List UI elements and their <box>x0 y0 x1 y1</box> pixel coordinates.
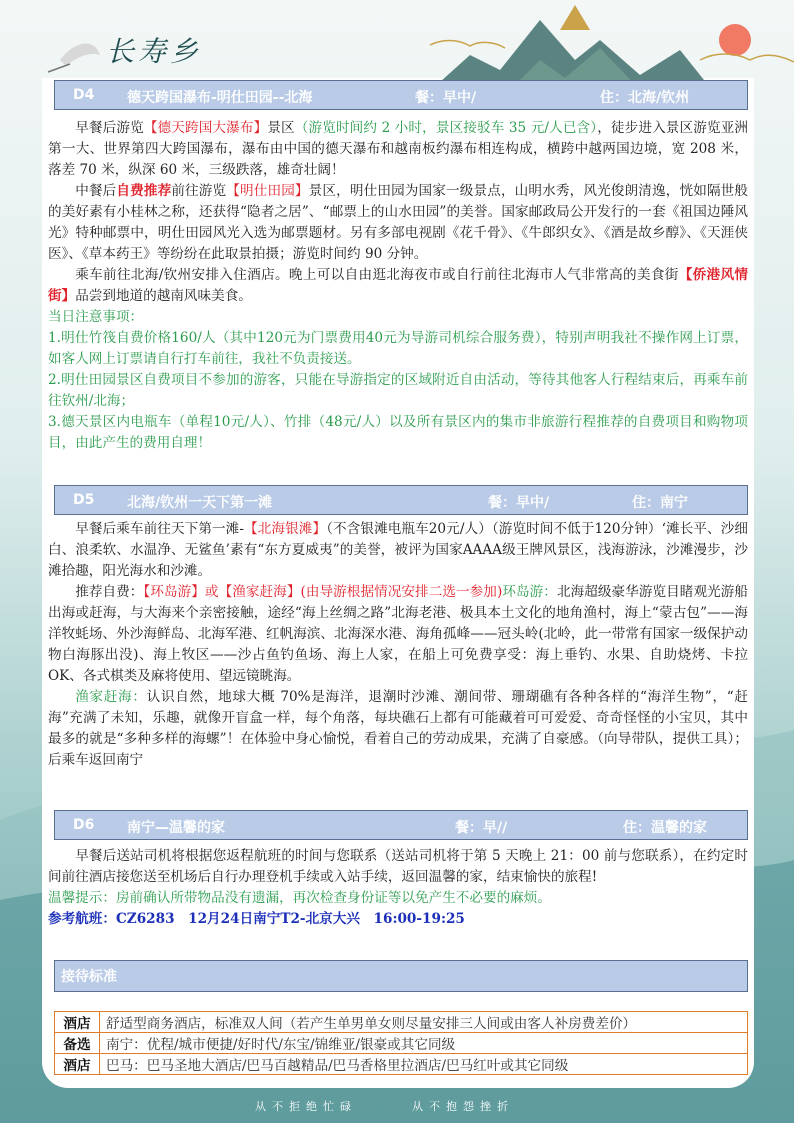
d4-paragraph-2: 中餐后自费推荐前往游览【明仕田园】景区，明仕田园为国家一级景点，山明水秀，风光俊朗清逸，恍如隔世般的美好素有小桂林之称，还获得“隐者之居”、“邮票上的山水田园”的美誉。国家邮政局公开发行的一套《祖国边陲风光》特种邮票中，明仕田园风光入选为邮票题材。另有多部电视剧《花千骨》、《牛郎织女》、《酒是故乡醇》、《天涯侠医》、《草本药王》等纷纷在此取景拍摄；游览时间约 90 分钟。 <box>48 183 749 262</box>
day-header-d6 <box>54 810 748 840</box>
d6-tip: 温馨提示：房前确认所带物品没有遗漏，再次检查身份证等以免产生不必要的麻烦。 <box>48 890 551 906</box>
footer-slogan-left: 从不拒绝忙碌 <box>255 1100 357 1113</box>
d5-content <box>48 519 748 771</box>
d6-paragraph-1: 早餐后送站司机将根据您返程航班的时间与您联系（送站司机将于第 5 天晚上 21：00 前与您联系），在约定时间前往酒店接您送至机场后自行办理登机手续或入站手续，返回温馨的家，结束愉快的旅程! <box>48 848 748 885</box>
day-title: 德天跨国瀑布-明仕田园--北海 <box>127 90 313 106</box>
day-number: D5 <box>73 492 95 508</box>
d4-paragraph-1: 早餐后游览【德天跨国大瀑布】景区（游览时间约 2 小时，景区接驳车 35 元/人已含），徒步进入景区游览亚洲第一大、世界第四大跨国瀑布，瀑布由中国的德天瀑布和越南板约瀑布相连构成，横跨中越两国边境，宽 208 米，落差 70 米，纵深 60 米，三级跌落，雄奇壮阔！ <box>48 120 749 178</box>
row-value: 舒适型商务酒店，标准双人间（若产生单男单女则尽量安排三人间或由客人补房费差价） <box>100 1012 748 1033</box>
row-label: 备选 <box>55 1033 100 1054</box>
d4-note-1: 1.明仕竹筏自费价格160/人（其中120元为门票费用40元为导游司机综合服务费），特别声明我社不操作网上订票，如客人网上订票请自行打车前往，我社不负责接送。 <box>48 330 748 367</box>
day-meals: 餐：早中/ <box>415 90 477 106</box>
d4-note-3: 3.德天景区内电瓶车（单程10元/人）、竹排（48元/人）以及所有景区内的集市非旅游行程推荐的自费项目和购物项目，由此产生的费用自理！ <box>48 414 748 451</box>
day-stay: 住：北海/钦州 <box>600 90 690 106</box>
d4-notes-title: 当日注意事项： <box>48 309 144 325</box>
d4-note-2: 2.明仕田园景区自费项目不参加的游客，只能在导游指定的区域附近自由活动，等待其他客人行程结束后，再乘车前往钦州/北海； <box>48 372 748 409</box>
d4-paragraph-3: 乘车前往北海/钦州安排入住酒店。晚上可以自由逛北海夜市或自行前往北海市人气非常高的美食街【侨港风情街】品尝到地道的越南风味美食。 <box>48 267 748 304</box>
day-number: D6 <box>73 817 95 833</box>
d5-paragraph-1: 早餐后乘车前往天下第一滩-【北海银滩】（不含银滩电瓶车20元/人）（游览时间不低于120分钟）‘滩长平、沙细白、浪柔软、水温净、无鲨鱼’素有“东方夏威夷”的美誉，被评为国家AAAA级王牌风景区，浅海游泳，沙滩漫步，沙滩拾趣，阳光海水和沙滩。 <box>48 521 749 579</box>
table-row <box>55 1033 748 1054</box>
day-header-d4 <box>54 80 748 110</box>
d4-content <box>48 118 748 454</box>
day-stay: 住：温馨的家 <box>623 820 707 836</box>
row-value: 巴马：巴马圣地大酒店/巴马百越精品/巴马香格里拉酒店/巴马红叶或其它同级 <box>100 1054 748 1075</box>
day-header-d5 <box>54 485 748 515</box>
row-label: 酒店 <box>55 1054 100 1075</box>
row-value: 南宁：优程/城市便捷/好时代/东宝/锦维亚/银豪或其它同级 <box>100 1033 748 1054</box>
table-row <box>55 1054 748 1075</box>
standards-title: 接待标准 <box>61 969 117 985</box>
row-label: 酒店 <box>55 1012 100 1033</box>
d6-flight: 参考航班：CZ6283 12月24日南宁T2-北京大兴 16:00-19:25 <box>48 911 465 927</box>
day-meals: 餐：早中/ <box>488 495 550 511</box>
d5-paragraph-3: 渔家赶海：认识自然，地球大概 70%是海洋，退潮时沙滩、潮间带、珊瑚礁有各种各样的“海洋生物”，“赶海”充满了未知，乐趣，就像开盲盒一样，每个角落，每块礁石上都有可能藏着可可爱爱、奇奇怪怪的小宝贝，其中最多的就是“多种多样的海螺”！在体验中身心愉悦，看着自己的劳动成果，充满了自豪感。（向导带队，提供工具）；后乘车返回南宁 <box>48 689 748 768</box>
day-stay: 住：南宁 <box>632 495 688 511</box>
d5-paragraph-2: 推荐自费：【环岛游】或【渔家赶海】(由导游根据情况安排二选一参加)环岛游：北海超级豪华游览目睹观光游船出海或赶海，与大海来个亲密接触，途经“海上丝绸之路”北海老港、极具本土文化的地角渔村，海上“蒙古包”——海洋牧蚝场、外沙海鲜岛、北海军港、红帆海滨、北海深水港、海角孤峰——冠头岭(北岭，此一带常有国家一级保护动物白海豚出没)、海上牧区——沙占鱼钓鱼场、海上人家，在船上可免费享受：海上垂钓、水果、自助烧烤、卡拉 OK、各式棋类及麻将使用、望远镜眺海。 <box>48 584 749 684</box>
day-number: D4 <box>73 87 95 103</box>
standards-table <box>54 1011 748 1075</box>
day-title: 南宁—温馨的家 <box>127 820 225 836</box>
footer-slogan-right: 从不抱怨挫折 <box>412 1100 514 1113</box>
table-row <box>55 1012 748 1033</box>
d6-content <box>48 846 748 930</box>
day-meals: 餐：早// <box>455 820 508 836</box>
day-title: 北海/钦州一天下第一滩 <box>127 495 273 511</box>
standards-header <box>54 960 748 992</box>
brand-logo-text: 长寿乡 <box>106 35 203 68</box>
